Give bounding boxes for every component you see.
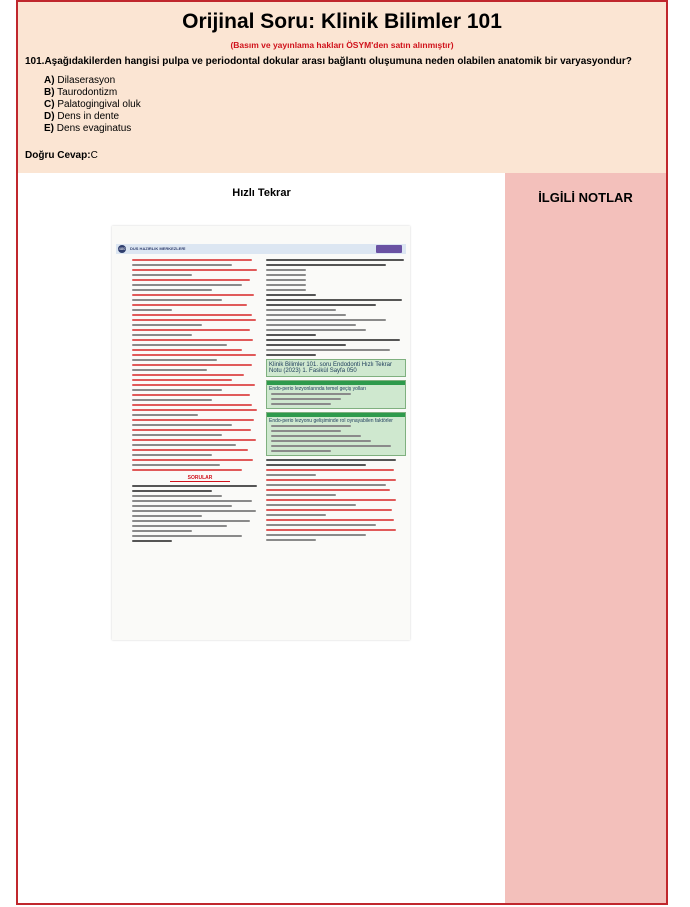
page-number: 480 — [118, 246, 126, 251]
thumbnail-right-column — [266, 259, 406, 544]
option-e[interactable]: E) Dens evaginatus — [44, 123, 132, 134]
review-title: Hızlı Tekrar — [232, 187, 291, 199]
brand-label: DUS HAZIRLIK MERKEZLERİ — [130, 246, 186, 251]
option-c[interactable]: C) Palatogingival oluk — [44, 99, 141, 110]
question-text: 101.Aşağıdakilerden hangisi pulpa ve periodontal dokular arası bağlantı oluşumuna neden olabilen anatomik bir varyasyondur? — [25, 56, 632, 67]
option-a[interactable]: A) Dilaserasyon — [44, 75, 116, 86]
thumbnail-left-column — [132, 259, 272, 545]
related-notes-panel — [505, 173, 666, 903]
answer-value: C — [90, 150, 98, 161]
option-list — [44, 75, 141, 135]
correct-answer: Doğru Cevap:C — [25, 150, 98, 161]
option-b[interactable]: B) Taurodontizm — [44, 87, 118, 98]
reference-text: Klinik Bilimler 101. soru Endodonti Hızlı Tekrar Notu (2023) 1. Fasikül Sayfa 050 — [269, 362, 392, 374]
copyright-note: (Basım ve yayınlama hakları ÖSYM'den satın alınmıştır) — [230, 40, 454, 50]
sorular-heading: SORULAR — [170, 475, 230, 482]
pathways-title: Endo-perio lezyonlarında temel geçiş yolları — [269, 386, 366, 392]
pathways-box — [266, 380, 406, 409]
question-panel — [18, 2, 666, 173]
factors-box — [266, 412, 406, 456]
brand-logo-icon — [376, 245, 402, 253]
thumbnail-header — [116, 244, 406, 254]
option-d[interactable]: D) Dens in dente — [44, 111, 120, 122]
factors-title: Endo-perio lezyonu gelişiminde rol oynayabilen faktörler — [269, 418, 393, 424]
related-notes-title: İLGİLİ NOTLAR — [538, 190, 633, 205]
reference-box — [266, 359, 406, 377]
question-title: Orijinal Soru: Klinik Bilimler 101 — [182, 10, 502, 33]
review-page-thumbnail[interactable] — [112, 226, 410, 640]
